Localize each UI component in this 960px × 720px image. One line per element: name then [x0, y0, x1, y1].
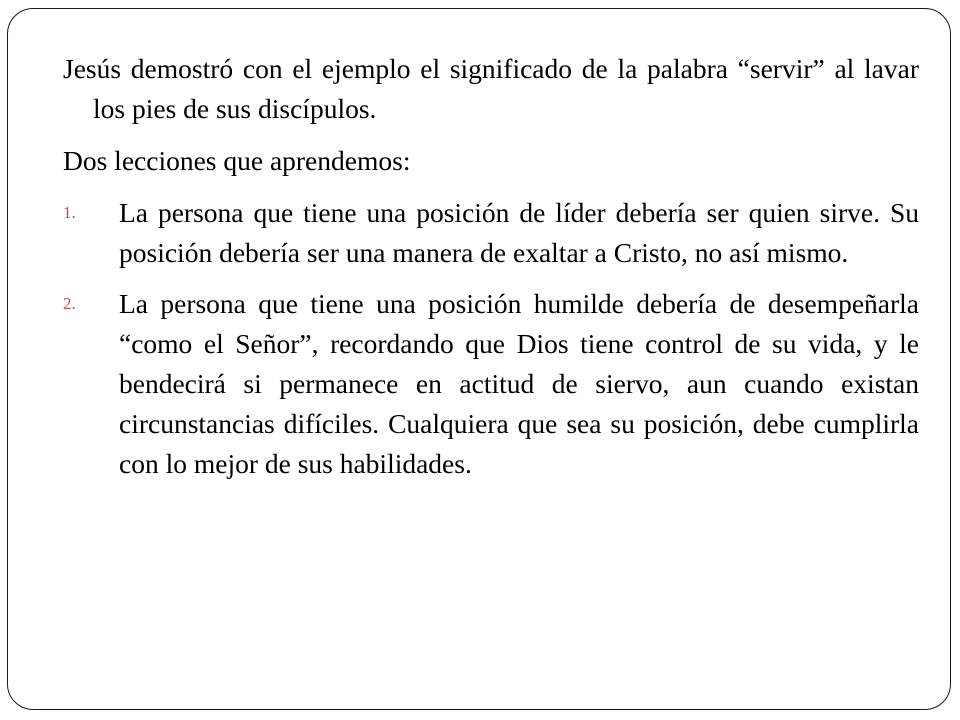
intro-paragraph: Jesús demostró con el ejemplo el significado de la palabra “servir” al lavar los pies de sus discípulos.: [63, 53, 919, 124]
slide-frame: [7, 8, 951, 710]
slide-content: [63, 49, 919, 495]
lessons-list: [63, 193, 919, 484]
lesson-text: La persona que tiene una posición humilde debería de desempeñarla “como el Señor”, recordando que Dios tiene control de su vida, y le bendecirá si permanece en actitud de siervo, aun cuando existan circunstancias difíciles. Cualquiera que sea su posición, debe cumplirla con lo mejor de sus habilidades.: [119, 288, 919, 479]
lesson-number: 1.: [63, 203, 76, 222]
lesson-item-2: [63, 284, 919, 484]
lesson-number: 2.: [63, 294, 76, 313]
lessons-heading: Dos lecciones que aprendemos:: [63, 145, 411, 176]
lesson-text: La persona que tiene una posición de líder debería ser quien sirve. Su posición debería ser una manera de exaltar a Cristo, no así mismo.: [119, 197, 919, 268]
lesson-item-1: [63, 193, 919, 273]
